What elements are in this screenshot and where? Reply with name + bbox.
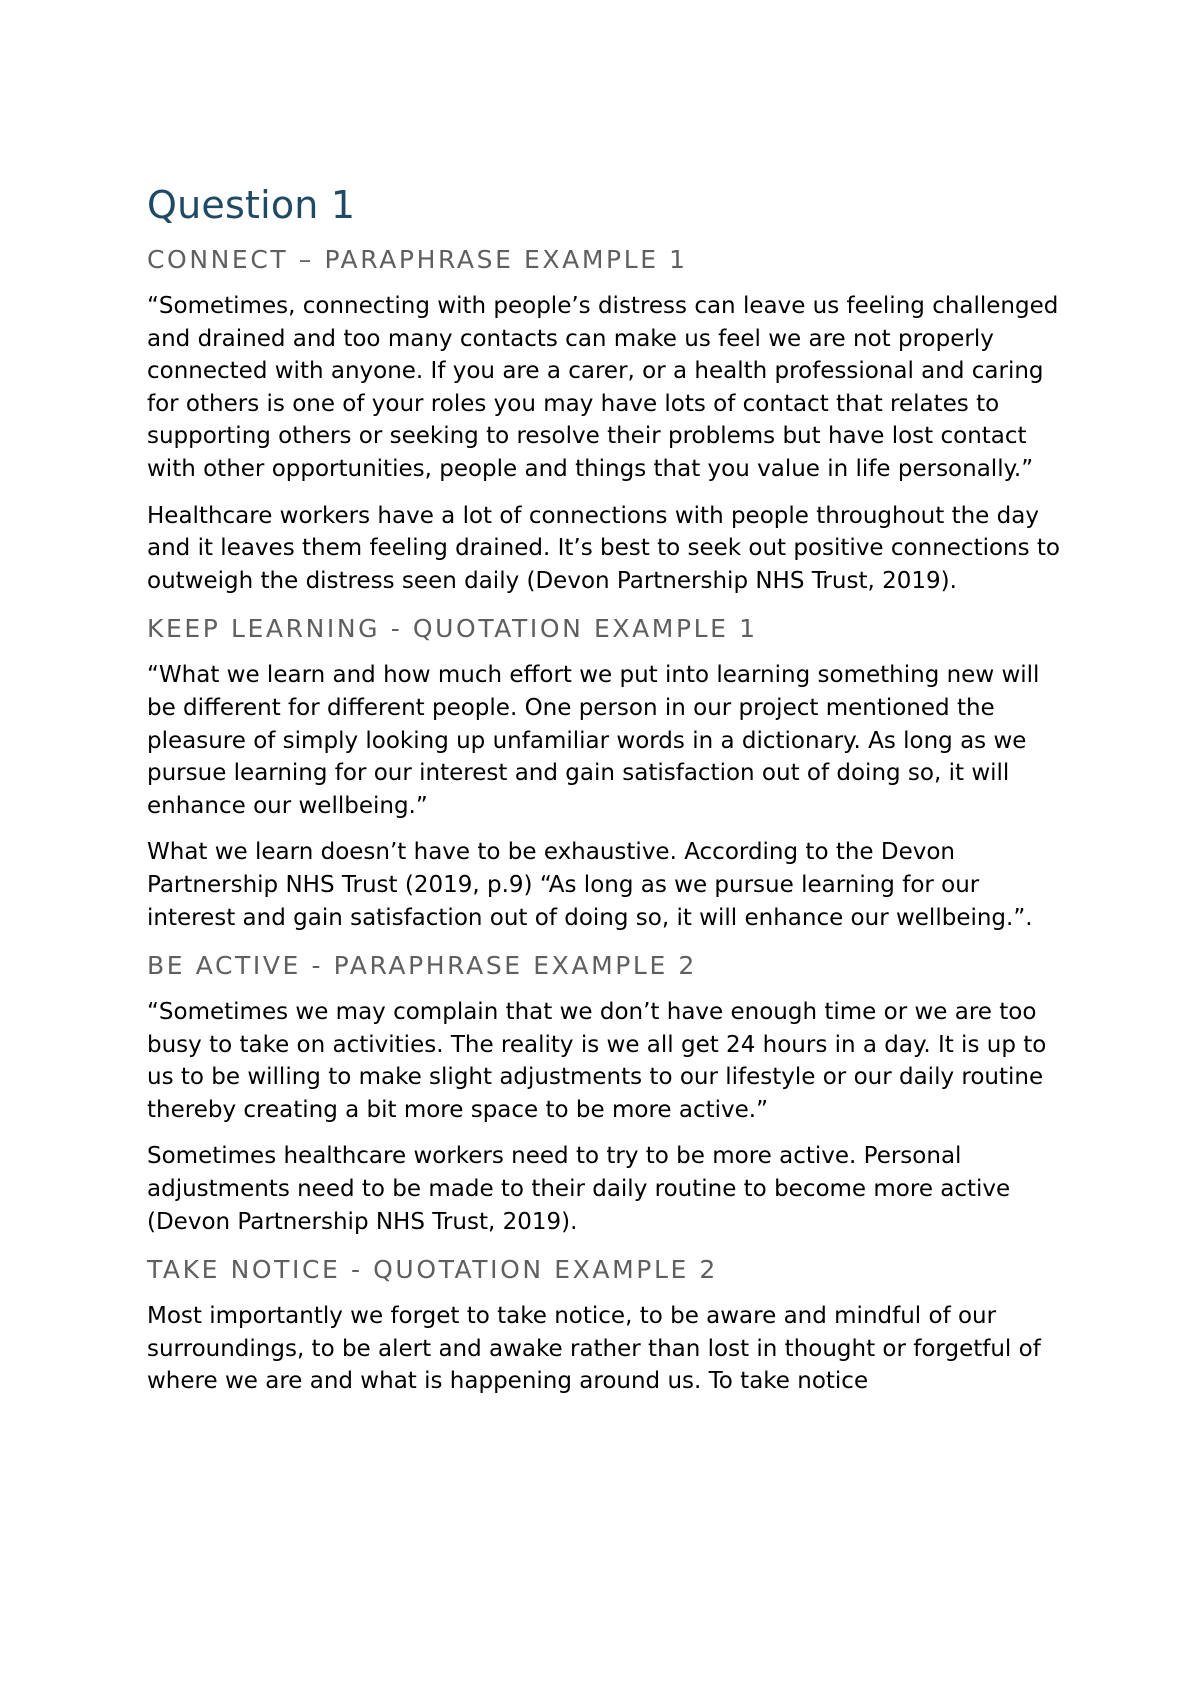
quote-paragraph: “Sometimes we may complain that we don’t have enough time or we are too busy to take on activities. The reality is we all get 24 hours in a day. It is up to us to be willing to make slight adjustments to our lifestyle or our daily routine thereby creating a bit more space to be more active.” <box>147 999 1047 1123</box>
section-heading: KEEP LEARNING - QUOTATION EXAMPLE 1 <box>147 614 758 644</box>
paraphrase-paragraph: Sometimes healthcare workers need to try to be more active. Personal adjustments need to be made to their daily routine to become more active (Devon Partnership NHS Trust, 2019). <box>147 1143 1011 1235</box>
section-heading: CONNECT – PARAPHRASE EXAMPLE 1 <box>147 245 688 274</box>
quote-paragraph: “Sometimes, connecting with people’s distress can leave us feeling challenged and drained and too many contacts can make us feel we are not properly connected with anyone. If you are a carer, or a health professional and caring for others is one of your roles you may have lots of contact that relates to supporting others or seeking to resolve their problems but have lost contact with other opportunities, people and things that you value in life personally.” <box>147 293 1059 482</box>
quotation-paragraph: What we learn doesn’t have to be exhaustive. According to the Devon Partnership NHS Trust (2019, p.9) “As long as we pursue learning for our interest and gain satisfaction out of doing so, it will enhance our wellbeing.”. <box>147 839 1033 931</box>
section-keep-learning <box>147 611 1067 934</box>
section-connect <box>147 242 1067 597</box>
quote-paragraph: “What we learn and how much effort we put into learning something new will be different for different people. One person in our project mentioned the pleasure of simply looking up unfamiliar words in a dictionary. As long as we pursue learning for our interest and gain satisfaction out of doing so, it will enhance our wellbeing.” <box>147 662 1040 819</box>
paraphrase-paragraph: Healthcare workers have a lot of connections with people throughout the day and it leaves them feeling drained. It’s best to seek out positive connections to outweigh the distress seen daily (Devon Partnership NHS Trust, 2019). <box>147 502 1061 594</box>
section-heading: TAKE NOTICE - QUOTATION EXAMPLE 2 <box>147 1255 718 1285</box>
section-take-notice <box>147 1252 1067 1398</box>
section-heading: BE ACTIVE - PARAPHRASE EXAMPLE 2 <box>147 951 697 981</box>
section-be-active <box>147 948 1067 1238</box>
quote-paragraph: Most importantly we forget to take notice, to be aware and mindful of our surroundings, to be alert and awake rather than lost in thought or forgetful of where we are and what is happening around us. To take notice <box>147 1303 1041 1395</box>
document-title: Question 1 <box>147 183 356 227</box>
document-page <box>147 178 1067 1412</box>
